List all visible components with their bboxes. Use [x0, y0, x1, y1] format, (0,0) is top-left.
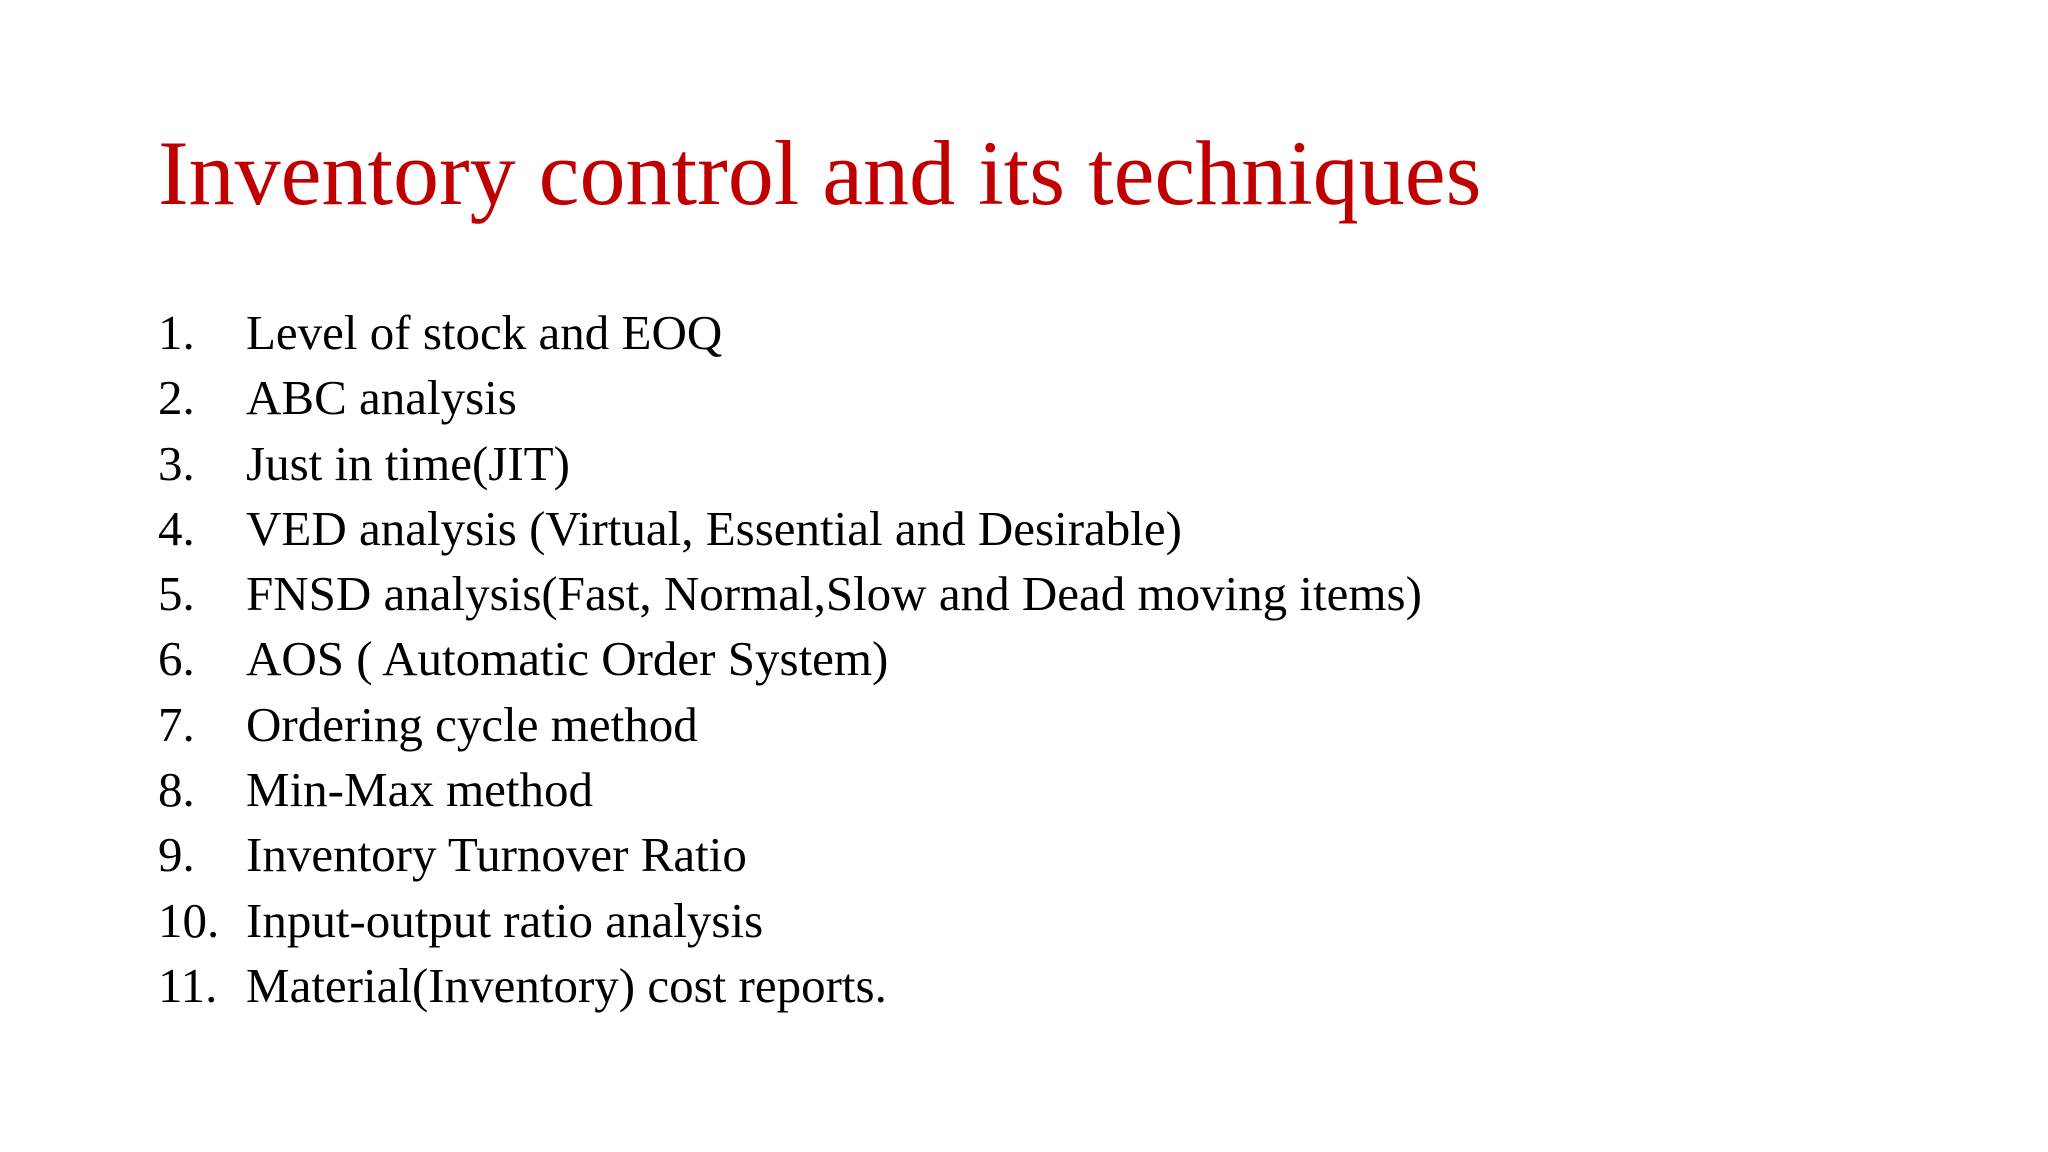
list-item-text: Input-output ratio analysis: [246, 892, 764, 948]
list-item: [158, 953, 1422, 1018]
list-item-number: 11.: [158, 957, 218, 1013]
list-item-text: Level of stock and EOQ: [246, 305, 723, 360]
list-item-number: 7.: [158, 696, 195, 752]
list-item: [158, 757, 1422, 822]
techniques-list: [158, 300, 1422, 1018]
list-item-text: Min-Max method: [246, 762, 594, 818]
list-item: [158, 365, 1422, 430]
list-item-number: 8.: [158, 762, 195, 818]
list-item: [158, 300, 1422, 365]
list-item-text: FNSD analysis(Fast, Normal,Slow and Dead moving items): [246, 566, 1422, 622]
list-item-number: 6.: [158, 631, 195, 687]
list-item-number: 3.: [158, 435, 195, 491]
list-item-text: Material(Inventory) cost reports.: [246, 957, 887, 1013]
list-item-number: 5.: [158, 566, 195, 622]
list-item-text: AOS ( Automatic Order System): [246, 631, 889, 687]
list-item: [158, 888, 1422, 953]
list-item-text: ABC analysis: [246, 370, 517, 426]
list-item-number: 9.: [158, 827, 195, 883]
list-item-number: 2.: [158, 370, 195, 426]
list-item: [158, 496, 1422, 561]
list-item-number: 1.: [158, 305, 195, 360]
list-item: [158, 692, 1422, 757]
list-item-text: VED analysis (Virtual, Essential and Desirable): [246, 500, 1182, 556]
list-item: [158, 431, 1422, 496]
list-item-number: 4.: [158, 500, 195, 556]
list-item-text: Inventory Turnover Ratio: [246, 827, 747, 883]
list-item: [158, 561, 1422, 626]
list-item-text: Ordering cycle method: [246, 696, 698, 752]
list-item-number: 10.: [158, 892, 220, 948]
list-item: [158, 626, 1422, 691]
list-item-text: Just in time(JIT): [246, 435, 570, 491]
list-item: [158, 822, 1422, 887]
slide-title: Inventory control and its techniques: [158, 122, 1482, 224]
